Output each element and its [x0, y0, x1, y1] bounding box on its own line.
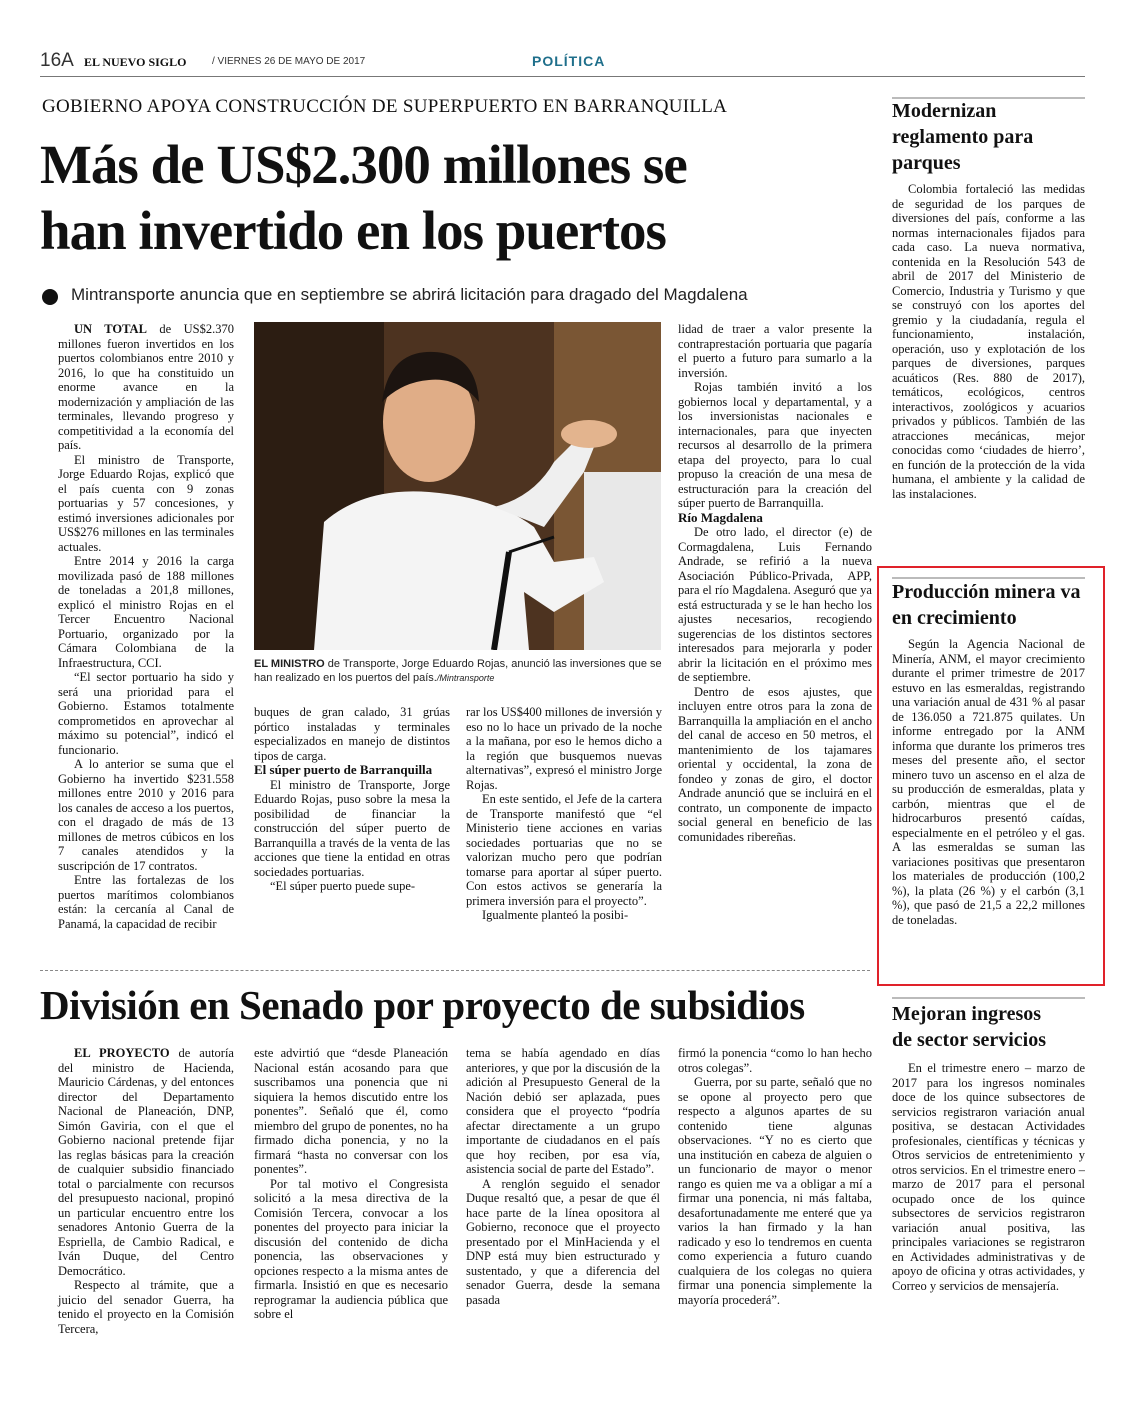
- article1-column-4: lidad de traer a valor presente la contraprestación portuaria que pagaría el puerto a futuro para sumarlo a la inversión. Rojas también invitó a los gobiernos local y departamental, y a los inversionistas nacionales e internacionales, para que inyecten recursos al desarrollo de la primera etapa del proyecto, para lo cual propuso la creación de una mesa de estructuración para la creación del súper puerto de Barranquilla. Río Magdalena De otro lado, el director (e) de Cormagdalena, Luis Fernando Andrade, se refirió a la nueva Asociación Público-Privada, APP, para el río Magdalena. Aseguró que ya está estructurada y se le han hecho los ajustes necesarios, recogiendo sugerencias de los distintos sectores interesados para mejorarla y poder abrir la licitación en el próximo mes de septiembre. Dentro de esos ajustes, que incluyen entre otros para la zona de Barranquilla la ampliación en el ancho del canal de acceso en 50 metros, el mantenimiento de los tajamares oriental y occidental, la zona de fondeo y zonas de giro, el doctor Andrade anunció que se incluirá en el contrato, un componente de impacto social general en beneficio de las comunidades ribereñas.: [678, 322, 872, 844]
- sidebar-rule-servicios: [892, 997, 1085, 999]
- article1-headline-line2: han invertido en los puertos: [40, 200, 666, 261]
- page-header: [40, 48, 1085, 74]
- article1-headline-line1: Más de US$2.300 millones se: [40, 134, 687, 195]
- article2-lead-in: EL PROYECTO: [74, 1046, 170, 1060]
- article2-headline: División en Senado por proyecto de subsidios: [40, 982, 805, 1028]
- sidebar-title-mineria: Producción minera va en crecimiento: [892, 581, 1081, 629]
- sidebar-story-servicios: [892, 1001, 1085, 1361]
- minister-photo-illustration: [254, 322, 661, 650]
- article-divider: [40, 970, 870, 972]
- sidebar-title-servicios: Mejoran ingresos de sector servicios: [892, 1003, 1047, 1051]
- minister-photo: [254, 322, 661, 650]
- article1-lead-in: UN TOTAL: [74, 322, 147, 336]
- section-name: POLÍTICA: [532, 53, 606, 69]
- photo-credit: /Mintransporte: [436, 673, 495, 683]
- page-number: 16A: [40, 50, 74, 71]
- paper-name: EL NUEVO SIGLO: [84, 55, 187, 69]
- article1-deck: Mintransporte anuncia que en septiembre se abrirá licitación para dragado del Magdalena: [71, 285, 748, 304]
- photo-caption: EL MINISTRO de Transporte, Jorge Eduardo Rojas, anunció las inversiones que se han realizado en los puertos del país./Mintransporte: [254, 658, 662, 684]
- caption-lead: EL MINISTRO: [254, 658, 325, 670]
- header-rule: [40, 76, 1085, 77]
- deck-bullet-icon: [42, 289, 58, 305]
- issue-date: / VIERNES 26 DE MAYO DE 2017: [212, 56, 366, 67]
- sidebar-text-servicios: En el trimestre enero – marzo de 2017 para los ingresos nominales doce de los quince subsectores de servicios registraron variación anual positiva, se destacan Actividades profesionales, científicas y técnicas y Otros servicios de entretenimiento y otros servicios. En el trimestre enero – marzo de 2017 para el personal ocupado once de los quince subsectores de servicios registraron variación anual positiva, las principales variaciones se registraron en Actividades administrativas y de apoyo de oficina y otras actividades, y Correo y servicios de mensajería.: [892, 1061, 1085, 1293]
- sidebar-text-parques: Colombia fortaleció las medidas de seguridad de los parques de diversiones del país, conforme a las normas internacionales fijados para cada caso. La nueva normativa, contenida en la Resolución 543 de abril de 2017 del Ministerio de Comercio, Industria y Turismo y que se construyó con los aportes del gremio y la ciudadanía, regula el funcionamiento, instalación, operación, uso y explotación de los parques de diversiones, parques acuáticos (Res. 880 de 2017), temáticos, ecológicos, centros interactivos, zoológicos y acuarios privados y públicos. También de las atracciones mecánicas, mejor conocidas como ‘ciudades de hierro’, en función de la protección de la vida humana, el ambiente y la calidad de las instalaciones.: [892, 182, 1085, 501]
- article2-column-4: firmó la ponencia “como lo han hecho otros colegas”. Guerra, por su parte, señaló que no se opone al proyecto pero que respecto a algunos apartes de su contenido tiene algunas observaciones. “Y no es cierto que una institución en cabeza de alguien o un funcionario de mayor o menor rango es quien me va a obligar a mí a firmar una ponencia, ni más faltaba, desafortunadamente me enteré que ya varios la han firmado y la han radicado y eso lo tendremos en cuenta como experiencia a futuro cuando cualquiera de los colegas no quiera firmar una ponencia simplemente la mayoría procederá”.: [678, 1046, 872, 1307]
- article1-subhead-superpuerto: El súper puerto de Barranquilla: [254, 762, 433, 777]
- article1-column-3: rar los US$400 millones de inversión y eso no lo hace un privado de la noche a la mañana, por eso le hemos dicho a la región que busquemos nuevas alternativas”, expresó el ministro Jorge Rojas. En este sentido, el Jefe de la cartera de Transporte manifestó que “el Ministerio tiene acciones en varias sociedades portuarias que no se valorizan mucho pero que podrían tomarse para aportar al súper puerto. Con estos activos se generaría la primera inversión para el proyecto”. Igualmente planteó la posibi-: [466, 705, 662, 922]
- article2-column-2: este advirtió que “desde Planeación Nacional están acosando para que suscribamos una ponencia que ni siquiera la hemos discutido entre los ponentes”. Señaló que él, como miembro del grupo de ponentes, no ha firmado dicha ponencia, y no la firmará “hasta no conversar con los ponentes”. Por tal motivo el Congresista solicitó a la mesa directiva de la Comisión Tercera, convocar a los ponentes del proyecto para iniciar la discusión del contenido de dicha ponencia, las observaciones y opciones respecto a la misma antes de firmarla. Insistió en que es necesario reprogramar la audiencia pública que sobre el: [254, 1046, 448, 1321]
- article1-column-1: UN TOTAL de US$2.370 millones fueron invertidos en los puertos colombianos entre 2010 y 2016, lo que ha constituido un enorme avance en la modernización y ampliación de las terminales, llevando progreso y competitividad a la economía del país. El ministro de Transporte, Jorge Eduardo Rojas, explicó que el país cuenta con 9 zonas portuarias y 57 concesiones, y estimó inversiones adicionales por US$276 millones en las terminales actuales. Entre 2014 y 2016 la carga movilizada pasó de 188 millones de toneladas a 201,8 millones, explicó el ministro Rojas en el Tercer Encuentro Nacional Portuario, organizado por la Cámara Colombiana de la Infraestructura, CCI. “El sector portuario ha sido y será una prioridad para el Gobierno. Estamos totalmente comprometidos en aprovechar al máximo su potencial”, indicó el funcionario. A lo anterior se suma que el Gobierno ha invertido $231.558 millones entre 2010 y 2016 para los canales de acceso a los puertos, con el dragado de más de 13 millones de metros cúbicos en los 7 canales atendidos y la suscripción de 17 contratos. Entre las fortalezas de los puertos marítimos colombianos están: la cercanía al Canal de Panamá, la capacidad de recibir: [58, 322, 234, 931]
- article1-headline: [40, 132, 870, 264]
- article1-kicker: GOBIERNO APOYA CONSTRUCCIÓN DE SUPERPUERTO EN BARRANQUILLA: [42, 96, 728, 117]
- article2-column-3: tema se había agendado en días anteriores, y que por la discusión de la adición al Presupuesto General de la Nación debió ser aplazada, pues considera que el proyecto “podría afectar directamente a un grupo importante de ciudadanos en el país que hoy reciben, por esa vía, asistencia social de parte del Estado”. A renglón seguido el senador Duque resaltó que, a pesar de que él hace parte de la línea opositora al Gobierno, reconoce que el proyecto presentado por el MinHacienda y el DNP está muy bien estructurado y sustentado, y que a diferencia del senador Guerra, desde la semana pasada: [466, 1046, 660, 1307]
- sidebar-story-mineria: [892, 579, 1085, 977]
- sidebar-story-parques: [892, 98, 1085, 564]
- article2-column-1: EL PROYECTO de autoría del ministro de Hacienda, Mauricio Cárdenas, y del entonces director del Departamento Nacional de Planeación, DNP, Simón Gaviria, con el que el Gobierno nacional pretende fijar las reglas básicas para la creación de cualquier subsidio financiado total o parcialmente con recursos del presupuesto nacional, propinó un particular encuentro entre los senadores Antonio Guerra de la Espriella, de Cambio Radical, e Iván Duque, del Centro Democrático. Respecto al trámite, que a juicio del senador Guerra, ha tenido el proyecto en la Comisión Tercera,: [58, 1046, 234, 1336]
- article1-column-2: buques de gran calado, 31 grúas pórtico instaladas y terminales especializados en manejo de distintos tipos de carga. El súper puerto de Barranquilla El ministro de Transporte, Jorge Eduardo Rojas, puso sobre la mesa la posibilidad de financiar la construcción del súper puerto de Barranquilla a través de la venta de las acciones que tiene la entidad en otras sociedades portuarias. “El súper puerto puede supe-: [254, 705, 450, 893]
- sidebar-text-mineria: Según la Agencia Nacional de Minería, ANM, el mayor crecimiento durante el primer trimestre de 2017 estuvo en las esmeraldas, registrando una variación anual de 431 % al pasar de 136.050 a 721.875 quilates. Un informe entregado por la ANM informa que durante los primeros tres meses del presente año, el sector minero tuvo un ascenso en el alza de su producción de esmeraldas, plata y carbón, mientras que el de hidrocarburos presentó caídas, especialmente en el petróleo y el gas. A las esmeraldas se suman las variaciones positivas que presentaron los materiales de producción (100,2 %), la plata (26 %) y el carbón (3,1 %), que pasó de 21,5 a 22,2 millones de toneladas.: [892, 637, 1085, 927]
- sidebar-title-parques: Modernizan reglamento para parques: [892, 100, 1034, 174]
- article1-subhead-rio-magdalena: Río Magdalena: [678, 509, 763, 525]
